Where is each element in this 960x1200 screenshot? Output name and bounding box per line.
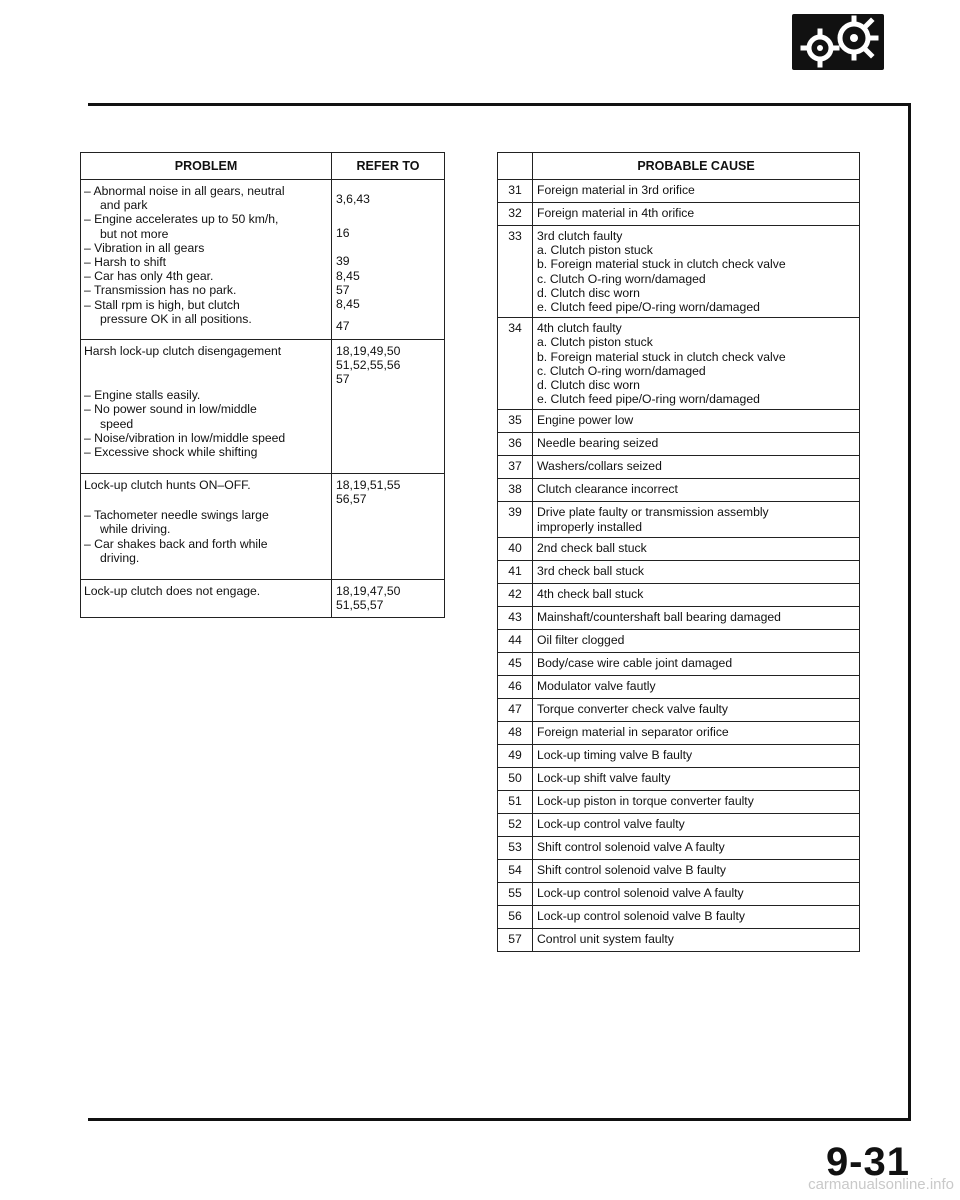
cause-row: [498, 836, 860, 859]
cause-table-header: [498, 153, 860, 180]
cause-line: Lock-up shift valve faulty: [537, 770, 671, 785]
ref-value: 8,45: [336, 268, 360, 283]
ref-value: 39: [336, 254, 350, 269]
cause-number: 50: [498, 767, 533, 790]
problem-line: – Car has only 4th gear.: [84, 269, 214, 284]
cause-row: [498, 479, 860, 502]
cause-description: [533, 560, 860, 583]
cause-description: [533, 744, 860, 767]
cause-row: [498, 652, 860, 675]
problem-line: – Car shakes back and forth while: [84, 536, 268, 551]
refer-to-cell: [332, 180, 445, 340]
problem-line: – Excessive shock while shifting: [84, 445, 258, 460]
ref-value: 57: [336, 372, 350, 387]
cause-description: [533, 675, 860, 698]
cause-description: [533, 433, 860, 456]
symptom-group: [81, 340, 445, 474]
cause-number: 57: [498, 928, 533, 951]
cause-line: Control unit system faulty: [537, 931, 674, 946]
problem-line: – Abnormal noise in all gears, neutral: [84, 184, 285, 198]
cause-number: 45: [498, 652, 533, 675]
cause-line: Clutch clearance incorrect: [537, 482, 678, 497]
cause-description: [533, 479, 860, 502]
refer-to-cell: [332, 474, 445, 580]
cause-line: Engine power low: [537, 413, 634, 428]
cause-description: [533, 767, 860, 790]
cause-row: [498, 813, 860, 836]
cause-line: 4th check ball stuck: [537, 586, 644, 601]
cause-line: Modulator valve fautly: [537, 678, 656, 693]
problem-line: – Stall rpm is high, but clutch: [84, 297, 240, 312]
problem-line: – Engine accelerates up to 50 km/h,: [84, 212, 279, 227]
problem-cell: [81, 180, 332, 340]
cause-row: [498, 537, 860, 560]
cause-description: [533, 502, 860, 537]
cause-description: [533, 456, 860, 479]
cause-line: 3rd clutch faulty: [537, 229, 623, 243]
cause-line: Mainshaft/countershaft ball bearing damaged: [537, 609, 781, 624]
cause-line: 4th clutch faulty: [537, 321, 622, 336]
cause-description: [533, 652, 860, 675]
cause-line: Washers/collars seized: [537, 459, 662, 474]
problem-line: but not more: [100, 226, 169, 241]
cause-row: [498, 698, 860, 721]
cause-row: [498, 410, 860, 433]
probable-cause-header: PROBABLE CAUSE: [533, 153, 860, 180]
cause-line: Foreign material in 3rd orifice: [537, 183, 695, 197]
cause-row: [498, 744, 860, 767]
cause-number: 35: [498, 410, 533, 433]
right-rule: [908, 103, 911, 1121]
cause-row: [498, 606, 860, 629]
cause-line: Body/case wire cable joint damaged: [537, 655, 733, 670]
gears-logo: [792, 14, 884, 70]
cause-description: [533, 813, 860, 836]
cause-row: [498, 928, 860, 951]
cause-description: [533, 226, 860, 318]
cause-row: [498, 433, 860, 456]
ref-value: 18,19,49,50: [336, 344, 401, 358]
cause-line: Lock-up piston in torque converter faulty: [537, 793, 754, 808]
cause-number: 34: [498, 318, 533, 410]
problem-header: PROBLEM: [81, 153, 332, 180]
cause-line: Torque converter check valve faulty: [537, 701, 729, 716]
problem-line: – Vibration in all gears: [84, 240, 205, 255]
problem-line: pressure OK in all positions.: [100, 311, 252, 326]
cause-line: d. Clutch disc worn: [537, 378, 640, 393]
cause-row: [498, 583, 860, 606]
cause-row: [498, 180, 860, 203]
ref-value: 18,19,51,55: [336, 478, 401, 492]
symptom-table: [80, 152, 445, 618]
cause-description: [533, 537, 860, 560]
cause-line: Lock-up control valve faulty: [537, 816, 685, 831]
problem-line: Harsh lock-up clutch disengagement: [84, 344, 282, 358]
cause-row: [498, 882, 860, 905]
problem-line: driving.: [100, 550, 140, 565]
cause-description: [533, 882, 860, 905]
cause-description: [533, 836, 860, 859]
cause-number: 31: [498, 180, 533, 203]
cause-description: [533, 606, 860, 629]
ref-value: 3,6,43: [336, 192, 370, 206]
cause-table-body: [498, 180, 860, 952]
bottom-rule: [88, 1118, 910, 1121]
cause-line: 3rd check ball stuck: [537, 563, 645, 578]
cause-row: [498, 226, 860, 318]
cause-row: [498, 721, 860, 744]
cause-line: a. Clutch piston stuck: [537, 335, 653, 350]
refer-to-cell: [332, 340, 445, 474]
cause-row: [498, 629, 860, 652]
cause-line: Foreign material in separator orifice: [537, 724, 729, 739]
problem-line: speed: [100, 416, 134, 431]
cause-line: Shift control solenoid valve B faulty: [537, 862, 727, 877]
problem-line: – Engine stalls easily.: [84, 388, 201, 403]
symptom-group: [81, 580, 445, 618]
cause-line: Foreign material in 4th orifice: [537, 206, 695, 220]
cause-number: 49: [498, 744, 533, 767]
ref-value: 16: [336, 226, 350, 241]
problem-line: Lock-up clutch hunts ON–OFF.: [84, 478, 251, 492]
cause-number: 56: [498, 905, 533, 928]
cause-description: [533, 629, 860, 652]
cause-line: Needle bearing seized: [537, 436, 659, 451]
cause-row: [498, 456, 860, 479]
page-number: 9-31: [825, 1140, 910, 1184]
cause-description: [533, 698, 860, 721]
cause-line: Drive plate faulty or transmission assembly: [537, 505, 769, 520]
refer-to-cell: [332, 580, 445, 618]
cause-line: c. Clutch O-ring worn/damaged: [537, 271, 706, 286]
problem-line: while driving.: [100, 522, 171, 537]
cause-description: [533, 203, 860, 226]
cause-row: [498, 767, 860, 790]
cause-line: Lock-up control solenoid valve A faulty: [537, 885, 744, 900]
cause-line: b. Foreign material stuck in clutch check valve: [537, 257, 786, 272]
problem-line: – Harsh to shift: [84, 255, 166, 270]
cause-line: d. Clutch disc worn: [537, 285, 640, 300]
cause-row: [498, 675, 860, 698]
ref-value: 57: [336, 282, 350, 297]
ref-value: 51,52,55,56: [336, 358, 401, 373]
cause-line: Oil filter clogged: [537, 632, 625, 647]
cause-line: e. Clutch feed pipe/O-ring worn/damaged: [537, 300, 760, 315]
problem-cell: [81, 474, 332, 580]
problem-line: – No power sound in low/middle: [84, 402, 257, 417]
cause-number: 33: [498, 226, 533, 318]
problem-line: – Tachometer needle swings large: [84, 508, 269, 523]
cause-number: 32: [498, 203, 533, 226]
cause-number: 46: [498, 675, 533, 698]
cause-description: [533, 905, 860, 928]
cause-number: 54: [498, 859, 533, 882]
refer-to-header: REFER TO: [332, 153, 445, 180]
cause-number: 52: [498, 813, 533, 836]
ref-value: 18,19,47,50: [336, 584, 401, 598]
ref-value: 51,55,57: [336, 598, 384, 613]
problem-line: – Transmission has no park.: [84, 283, 237, 298]
cause-number: 43: [498, 606, 533, 629]
cause-row: [498, 859, 860, 882]
problem-line: and park: [100, 198, 148, 213]
cause-number: 39: [498, 502, 533, 537]
cause-line: a. Clutch piston stuck: [537, 243, 653, 258]
probable-cause-table: [497, 152, 860, 952]
cause-number: 36: [498, 433, 533, 456]
cause-row: [498, 905, 860, 928]
gears-icon: [792, 14, 884, 70]
cause-description: [533, 180, 860, 203]
cause-number: 42: [498, 583, 533, 606]
symptom-group: [81, 180, 445, 340]
problem-line: – Noise/vibration in low/middle speed: [84, 430, 286, 445]
cause-number: 40: [498, 537, 533, 560]
cause-description: [533, 790, 860, 813]
cause-number: 38: [498, 479, 533, 502]
cause-row: [498, 318, 860, 410]
top-rule: [88, 103, 910, 106]
cause-row: [498, 502, 860, 537]
cause-row: [498, 203, 860, 226]
problem-line: Lock-up clutch does not engage.: [84, 584, 261, 598]
cause-line: Shift control solenoid valve A faulty: [537, 839, 725, 854]
problem-cell: [81, 340, 332, 474]
cause-number: 44: [498, 629, 533, 652]
cause-description: [533, 410, 860, 433]
cause-line: Lock-up control solenoid valve B faulty: [537, 908, 745, 923]
cause-line: Lock-up timing valve B faulty: [537, 747, 693, 762]
cause-row: [498, 560, 860, 583]
cause-number: 51: [498, 790, 533, 813]
problem-cell: [81, 580, 332, 618]
cause-line: b. Foreign material stuck in clutch check valve: [537, 349, 786, 364]
cause-line: e. Clutch feed pipe/O-ring worn/damaged: [537, 392, 760, 407]
cause-number: 48: [498, 721, 533, 744]
cause-line: 2nd check ball stuck: [537, 540, 647, 555]
number-header: [498, 153, 533, 180]
cause-description: [533, 859, 860, 882]
ref-value: 47: [336, 319, 350, 334]
ref-value: 8,45: [336, 297, 360, 312]
ref-value: 56,57: [336, 492, 367, 507]
cause-description: [533, 928, 860, 951]
cause-number: 53: [498, 836, 533, 859]
cause-description: [533, 583, 860, 606]
cause-line: improperly installed: [537, 519, 642, 534]
cause-number: 55: [498, 882, 533, 905]
cause-description: [533, 721, 860, 744]
cause-number: 37: [498, 456, 533, 479]
symptom-group: [81, 474, 445, 580]
symptom-table-header: [81, 153, 445, 180]
cause-number: 47: [498, 698, 533, 721]
cause-number: 41: [498, 560, 533, 583]
footer-watermark: carmanualsonline.info: [808, 1176, 954, 1193]
cause-line: c. Clutch O-ring worn/damaged: [537, 363, 706, 378]
cause-row: [498, 790, 860, 813]
cause-description: [533, 318, 860, 410]
